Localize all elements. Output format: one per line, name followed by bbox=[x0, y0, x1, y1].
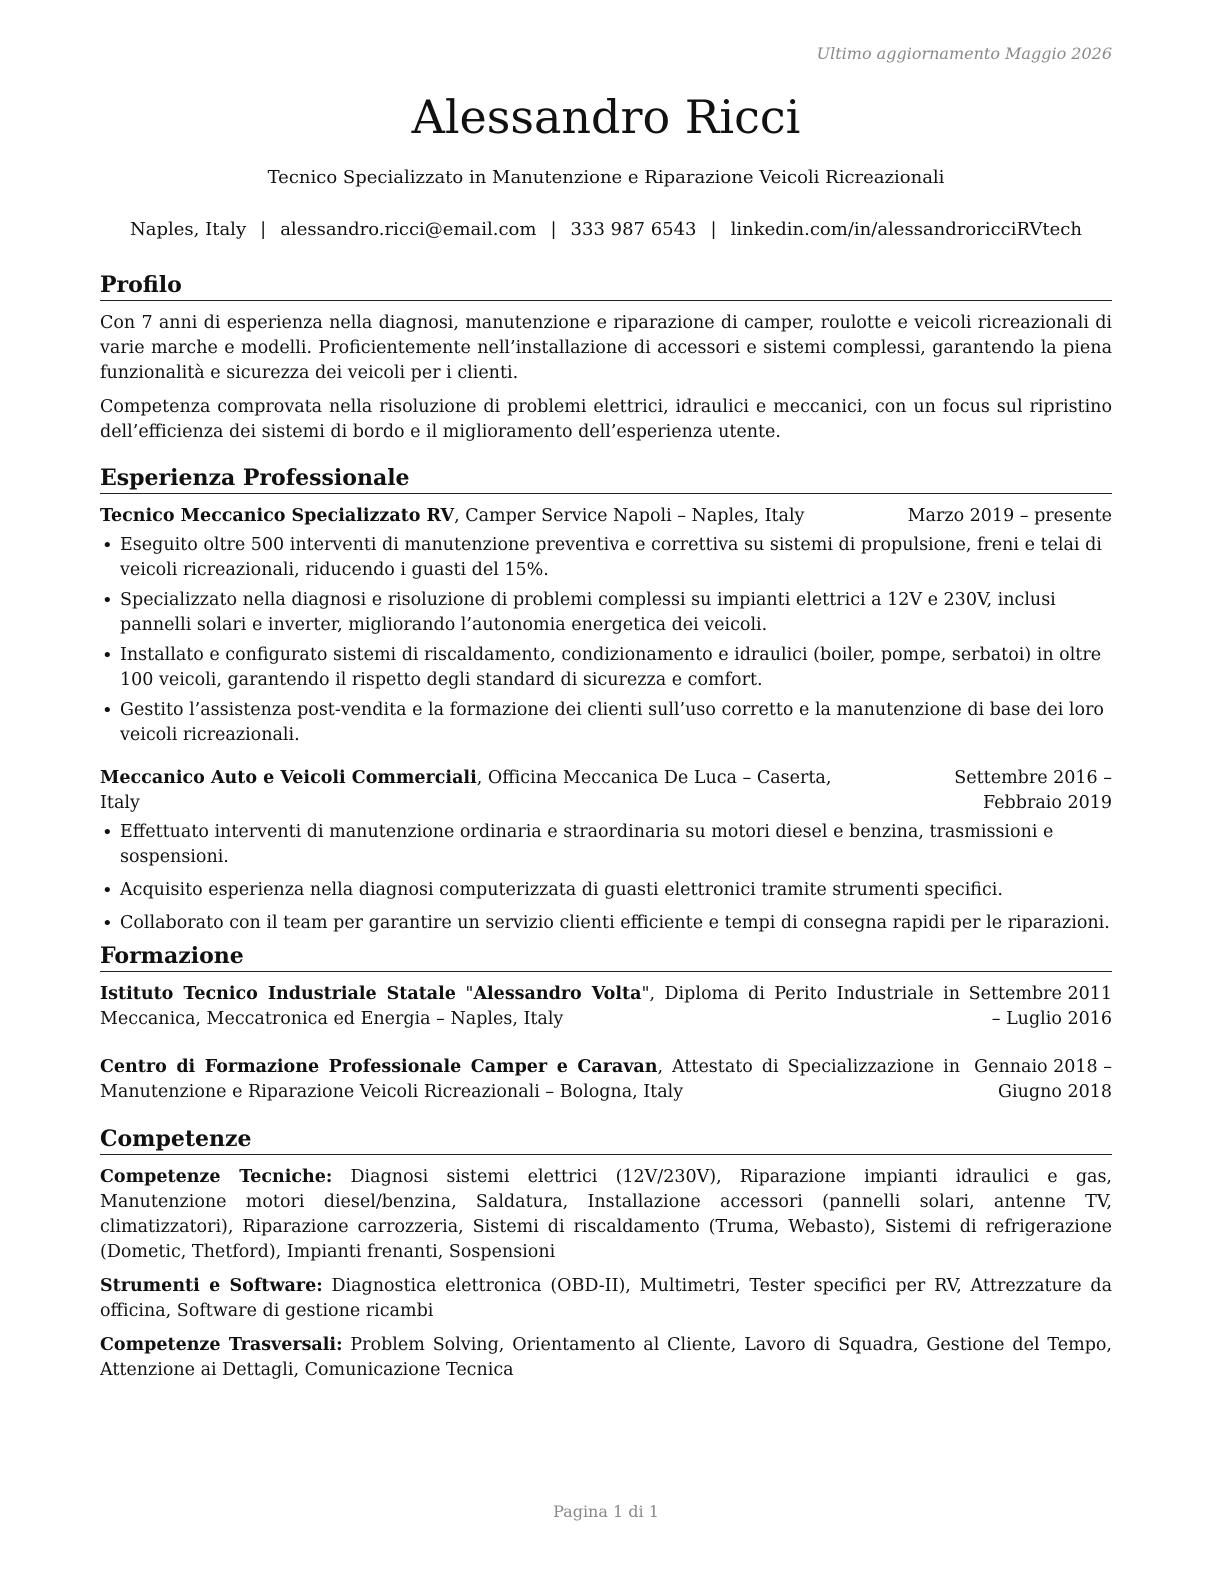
list-item: • Acquisito esperienza nella diagnosi computerizzata di guasti elettronici tramite strumenti specifici. bbox=[100, 878, 1118, 903]
education-school: Centro di Formazione Professionale Camper e Caravan bbox=[100, 1057, 658, 1077]
list-item: • Eseguito oltre 500 interventi di manutenzione preventiva e correttiva su sistemi di propulsione, freni e telai di veicoli ricreazionali, riducendo i guasti del 15%. bbox=[100, 533, 1112, 583]
education-entry bbox=[100, 1055, 1112, 1105]
list-item: • Gestito l’assistenza post-vendita e la formazione dei clienti sull’uso corretto e la manutenzione di base dei loro veicoli ricreazionali. bbox=[100, 698, 1112, 748]
job-bullets bbox=[100, 820, 1118, 936]
candidate-name: Alessandro Ricci bbox=[411, 90, 801, 144]
list-item: • Effettuato interventi di manutenzione ordinaria e straordinaria su motori diesel e benzina, trasmissioni e sospensioni. bbox=[100, 820, 1118, 870]
skill-group bbox=[100, 1274, 1112, 1324]
skill-text: Diagnosi sistemi elettrici (12V/230V), Riparazione impianti idraulici e gas, Manutenzione motori diesel/benzina, Saldatura, Installazione accessori (pannelli solari, antenne TV, climatizzatori), Riparazione carrozzeria, Sistemi di riscaldamento (Truma, Webasto), Sistemi di refrigerazione (Dometic, Thetford), Impianti frenanti, Sospensioni bbox=[100, 1167, 1112, 1262]
skill-label: Competenze Trasversali: bbox=[100, 1335, 343, 1355]
job-entry bbox=[100, 766, 1112, 936]
profile-paragraph: Con 7 anni di esperienza nella diagnosi, manutenzione e riparazione di camper, roulotte e veicoli ricreazionali di varie marche e modelli. Proficientemente nell’installazione di accessori e sistemi complessi, garantendo la piena funzionalità e sicurezza dei veicoli per i clienti. bbox=[100, 313, 1112, 383]
section-title-education: Formazione bbox=[100, 942, 1112, 972]
section-title-profile: Profilo bbox=[100, 271, 1112, 301]
education-dates: Settembre 2011 – Luglio 2016 bbox=[968, 984, 1112, 1029]
job-role: Tecnico Meccanico Specializzato RV bbox=[100, 506, 455, 526]
job-dates: Settembre 2016 – Febbraio 2019 bbox=[954, 768, 1112, 813]
resume-page bbox=[100, 0, 1112, 1584]
section-title-experience: Esperienza Professionale bbox=[100, 464, 1112, 494]
contact-separator: | bbox=[260, 219, 267, 240]
education-school: Istituto Tecnico Industriale Statale bbox=[100, 984, 456, 1004]
education-detail: , Attestato di Specializzazione in Manutenzione e Riparazione Veicoli Ricreazionali – Bologna, Italy bbox=[100, 1057, 960, 1102]
job-role: Meccanico Auto e Veicoli Commerciali bbox=[100, 768, 477, 788]
skill-label: Competenze Tecniche: bbox=[100, 1167, 333, 1187]
education-entry: Istituto Tecnico Industriale Statale "Alessandro Volta", Diploma di Perito Industriale in Meccanica, Meccatronica ed Energia – Naples, Italy Settembre 2011 – Luglio 2016 bbox=[100, 982, 1112, 1032]
job-company: , Officina Meccanica De Luca – Caserta, Italy bbox=[100, 768, 832, 813]
skill-group bbox=[100, 1333, 1112, 1383]
job-entry bbox=[100, 504, 1112, 748]
job-header bbox=[100, 766, 1112, 816]
profile-paragraph: Competenza comprovata nella risoluzione di problemi elettrici, idraulici e meccanici, con un focus sul ripristino dell’efficienza dei sistemi di bordo e il miglioramento dell’esperienza utente. bbox=[100, 397, 1112, 442]
job-dates: Marzo 2019 – presente bbox=[907, 506, 1112, 526]
job-company: , Camper Service Napoli – Naples, Italy bbox=[454, 506, 805, 526]
contact-phone: 333 987 6543 bbox=[570, 219, 697, 240]
profile-section bbox=[100, 271, 1112, 454]
list-item: • Collaborato con il team per garantire un servizio clienti efficiente e tempi di consegna rapidi per le riparazioni. bbox=[100, 911, 1118, 936]
contact-separator: | bbox=[710, 219, 717, 240]
contact-email[interactable]: alessandro.ricci@email.com bbox=[280, 219, 537, 240]
last-updated: Ultimo aggiornamento Maggio 2026 bbox=[816, 44, 1112, 63]
education-dates: Gennaio 2018 – Giugno 2018 bbox=[974, 1057, 1112, 1102]
education-detail: ", Diploma di Perito Industriale in Meccanica, Meccatronica ed Energia – Naples, Italy bbox=[100, 984, 960, 1029]
page-footer: Pagina 1 di 1 bbox=[553, 1502, 659, 1521]
skill-label: Strumenti e Software: bbox=[100, 1276, 323, 1296]
education-school-name: Alessandro Volta bbox=[473, 984, 642, 1004]
list-item: • Installato e configurato sistemi di riscaldamento, condizionamento e idraulici (boiler, pompe, serbatoi) in oltre 100 veicoli, garantendo il rispetto degli standard di sicurezza e comfort. bbox=[100, 643, 1112, 693]
candidate-title: Tecnico Specializzato in Manutenzione e Riparazione Veicoli Ricreazionali bbox=[267, 167, 945, 188]
contact-location: Naples, Italy bbox=[130, 219, 247, 240]
section-title-skills: Competenze bbox=[100, 1125, 1112, 1155]
contact-line bbox=[100, 219, 1112, 240]
skill-text: Problem Solving, Orientamento al Cliente, Lavoro di Squadra, Gestione del Tempo, Attenzione ai Dettagli, Comunicazione Tecnica bbox=[100, 1335, 1112, 1380]
list-item: • Specializzato nella diagnosi e risoluzione di problemi complessi su impianti elettrici a 12V e 230V, inclusi pannelli solari e inverter, migliorando l’autonomia energetica dei veicoli. bbox=[100, 588, 1112, 638]
contact-separator: | bbox=[550, 219, 557, 240]
contact-linkedin[interactable]: linkedin.com/in/alessandroricciRVtech bbox=[730, 219, 1082, 240]
job-header bbox=[100, 504, 1112, 529]
skill-text: Diagnostica elettronica (OBD-II), Multimetri, Tester specifici per RV, Attrezzature da officina, Software di gestione ricambi bbox=[100, 1276, 1112, 1321]
skill-group bbox=[100, 1165, 1112, 1265]
education-section bbox=[100, 942, 1112, 1128]
skills-section bbox=[100, 1125, 1112, 1392]
experience-section bbox=[100, 464, 1112, 941]
job-bullets bbox=[100, 533, 1112, 748]
